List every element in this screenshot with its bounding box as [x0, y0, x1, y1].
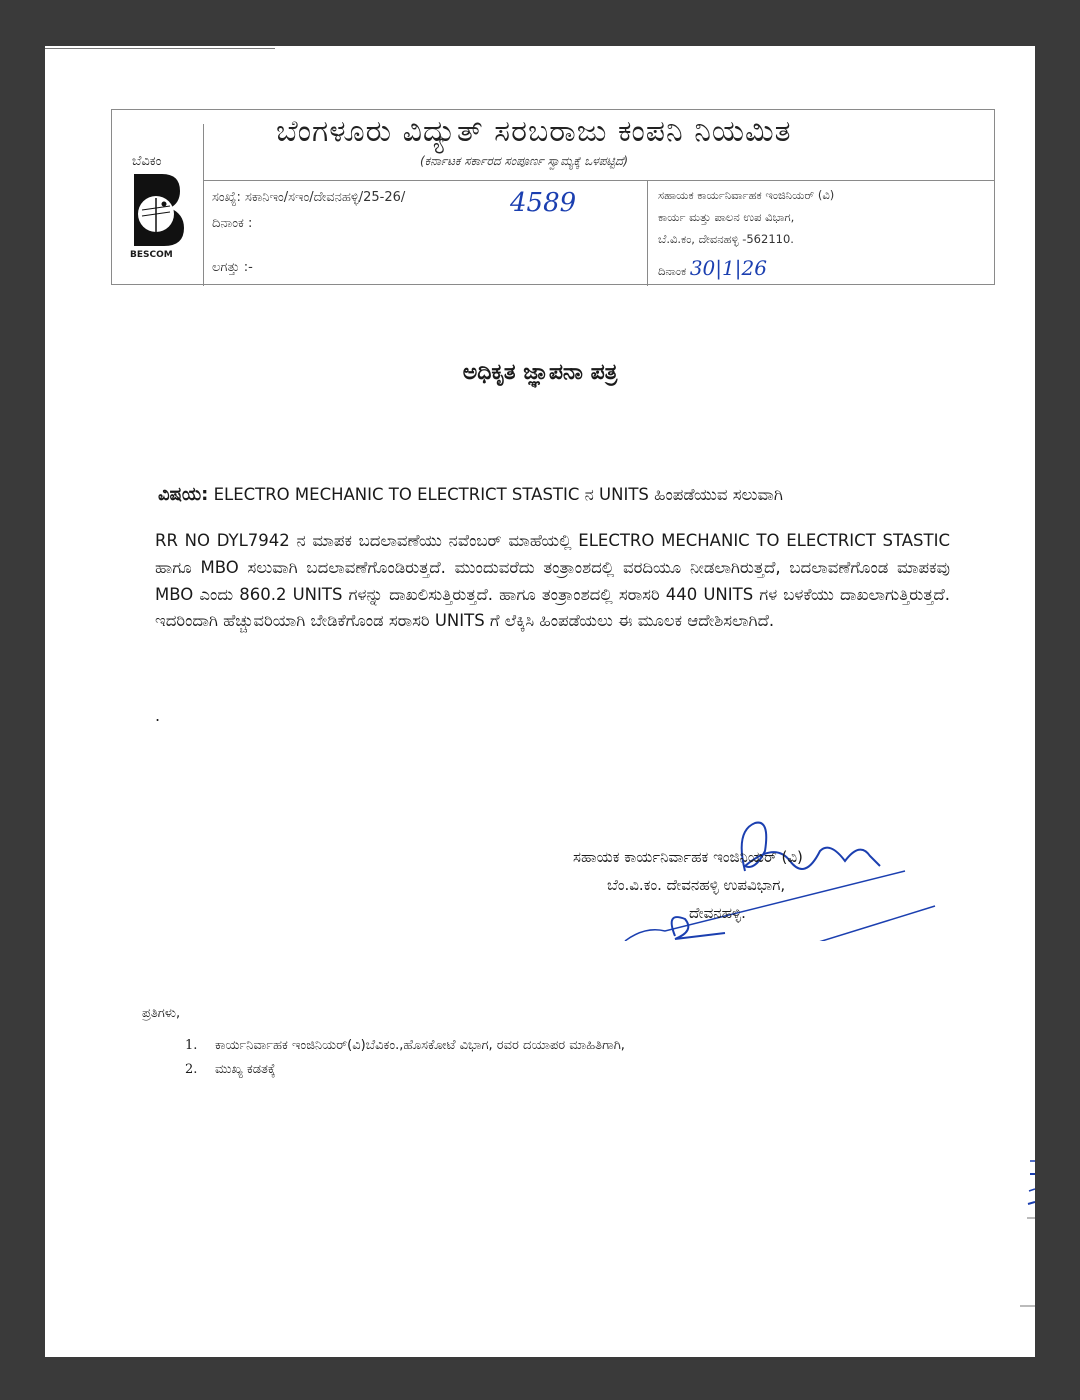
office-line-1: ಸಹಾಯಕ ಕಾರ್ಯನಿರ್ವಾಹಕ ಇಂಜಿನಿಯರ್ (ವಿ)	[658, 188, 835, 202]
scan-edge-line	[45, 48, 275, 49]
signatory-place: ದೇವನಹಳ್ಳಿ.	[689, 904, 746, 922]
enclosure-label: ಲಗತ್ತು :-	[212, 260, 253, 275]
office-address-cell	[648, 180, 994, 286]
copies-label: ಪ್ರತಿಗಳು,	[142, 1006, 181, 1021]
body-paragraph: RR NO DYL7942 ನ ಮಾಪಕ ಬದಲಾವಣೆಯು ನವೆಂಬರ್ ಮಾಹೆಯಲ್ಲಿ ELECTRO MECHANIC TO ELECTRICT STASTIC ಹಾಗೂ MBO ಸಲುವಾಗಿ ಬದಲಾವಣೆಗೊಂಡಿರುತ್ತದೆ. ಮುಂದುವರೆದು ತಂತ್ರಾಂಶದಲ್ಲಿ ವರದಿಯೂ ನೀಡಲಾಗಿರುತ್ತದೆ, ಬದಲಾವಣೆಗೊಂಡ ಮಾಪಕವು MBO ಎಂದು 860.2 UNITS ಗಳನ್ನು ದಾಖಲಿಸುತ್ತಿರುತ್ತದೆ. ಹಾಗೂ ತಂತ್ರಾಂಶದಲ್ಲಿ ಸರಾಸರಿ 440 UNITS ಗಳ ಬಳಕೆಯು ದಾಖಲಾಗುತ್ತಿರುತ್ತದೆ. ಇದರಿಂದಾಗಿ ಹೆಚ್ಚುವರಿಯಾಗಿ ಬೇಡಿಕೆಗೊಂಡ ಸರಾಸರಿ UNITS ಗೆ ಲೆಕ್ಕಿಸಿ ಹಿಂಪಡೆಯಲು ಈ ಮೂಲಕ ಆದೇಶಿಸಲಾಗಿದೆ.	[155, 531, 950, 631]
bescom-b-icon	[134, 174, 184, 246]
reference-label: ಸಂಖ್ಯೆ: ಸಕಾನಿಇಂ/ಸಇಂ/ದೇವನಹಳ್ಳಿ/25-26/	[212, 190, 406, 205]
company-name: ಬೆಂಗಳೂರು ವಿದ್ಯುತ್ ಸರಬರಾಜು ಕಂಪನಿ ನಿಯಮಿತ	[276, 114, 792, 149]
copies-item-text: ಮುಖ್ಯ ಕಡತಕ್ಕೆ	[215, 1062, 276, 1077]
logo-english-text: BESCOM	[130, 250, 173, 260]
copies-item-number: 1.	[185, 1038, 198, 1053]
reference-number-handwritten: 4589	[510, 188, 577, 218]
bescom-logo	[112, 124, 204, 286]
date-handwritten: 30|1|26	[689, 256, 767, 280]
company-subtitle: (ಕರ್ನಾಟಕ ಸರ್ಕಾರದ ಸಂಪೂರ್ಣ ಸ್ವಾಮ್ಯಕ್ಕೆ ಒಳಪಟ್ಟಿದೆ)	[420, 154, 629, 168]
document-page	[45, 46, 1035, 1357]
logo-kannada-text: ಬೆವಿಕಂ	[132, 154, 162, 169]
office-line-2: ಕಾರ್ಯ ಮತ್ತು ಪಾಲನ ಉಪ ವಿಭಾಗ,	[658, 210, 795, 224]
copies-item-number: 2.	[185, 1062, 198, 1077]
signatory-title: ಸಹಾಯಕ ಕಾರ್ಯನಿರ್ವಾಹಕ ಇಂಜಿನಿಯರ್ (ವಿ)	[573, 848, 803, 866]
reference-cell	[204, 180, 648, 286]
scan-edge-marks	[1020, 1146, 1035, 1346]
subject-label: ವಿಷಯ:	[158, 484, 209, 505]
subject-line	[158, 484, 783, 505]
signatory-office: ಬೆಂ.ವಿ.ಕಂ. ದೇವನಹಳ್ಳಿ ಉಪವಿಭಾಗ,	[607, 876, 786, 894]
document-title: ಅಧಿಕೃತ ಜ್ಞಾಪನಾ ಪತ್ರ	[462, 360, 618, 385]
date-label-left: ದಿನಾಂಕ :	[212, 216, 253, 231]
letterhead-title	[204, 110, 994, 181]
letterhead	[111, 109, 995, 285]
subject-text: ELECTRO MECHANIC TO ELECTRICT STASTIC ನ UNITS ಹಿಂಪಡೆಯುವ ಸಲುವಾಗಿ	[213, 485, 783, 504]
stray-mark: .	[155, 706, 161, 725]
office-line-3: ಬೆ.ವಿ.ಕಂ, ದೇವನಹಳ್ಳಿ -562110.	[658, 232, 794, 246]
copies-item-text: ಕಾರ್ಯನಿರ್ವಾಹಕ ಇಂಜಿನಿಯರ್(ವಿ)ಬೆವಿಕಂ.,ಹೊಸಕೋಟೆ ವಿಭಾಗ, ರವರ ದಯಾಪರ ಮಾಹಿತಿಗಾಗಿ,	[215, 1038, 625, 1053]
date-label-right: ದಿನಾಂಕ	[658, 264, 687, 278]
